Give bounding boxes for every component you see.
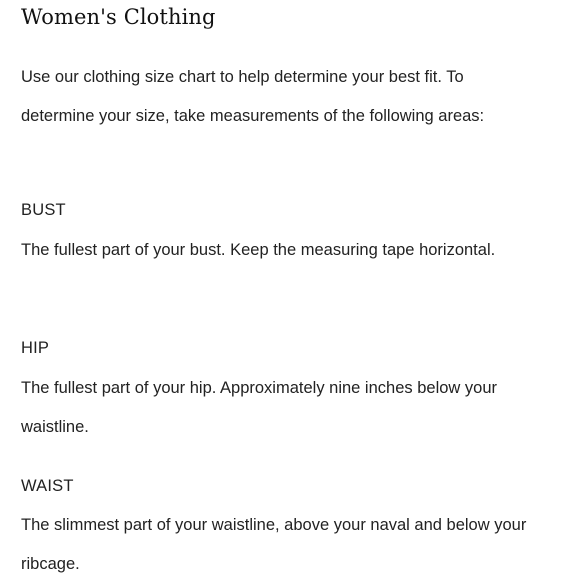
section-heading-hip: HIP [21, 339, 50, 357]
page-title: Women's Clothing [21, 5, 216, 29]
section-heading-waist: WAIST [21, 477, 74, 495]
intro-paragraph: Use our clothing size chart to help determine your best fit. To determine your size, take measurements of the following areas: [21, 68, 485, 125]
section-heading-bust: BUST [21, 201, 66, 219]
section-description-bust: The fullest part of your bust. Keep the measuring tape horizontal. [21, 241, 496, 259]
section-description-hip: The fullest part of your hip. Approximately nine inches below your waistline. [21, 379, 498, 436]
section-description-waist: The slimmest part of your waistline, above your naval and below your ribcage. [21, 516, 527, 573]
